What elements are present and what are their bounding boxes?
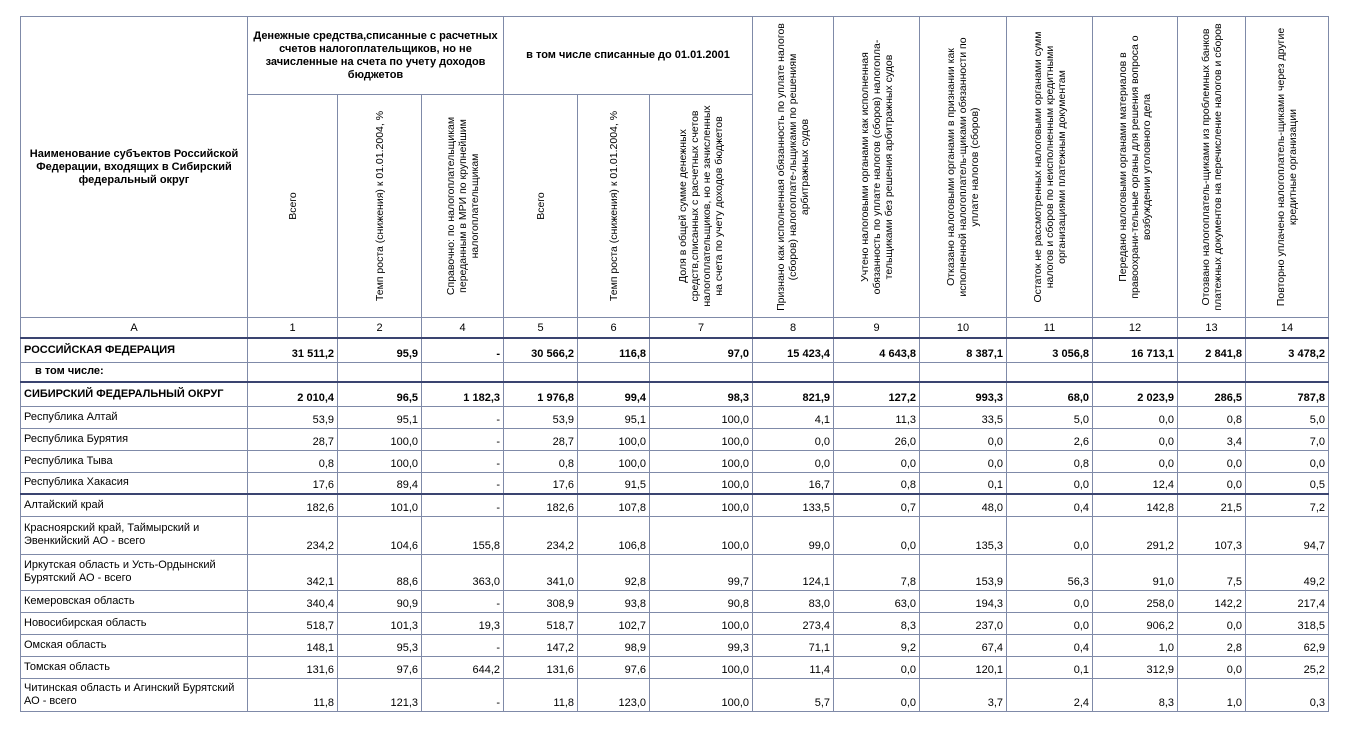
row-value-col-4: - — [422, 450, 504, 472]
row-subject-name: Томская область — [21, 656, 248, 678]
row-value-col-9: 0,8 — [834, 472, 920, 494]
row-value-col-13: 0,0 — [1178, 472, 1246, 494]
row-subject-name: Красноярский край, Таймырский и Эвенкийский АО - всего — [21, 516, 248, 554]
row-value-col-9: 0,0 — [834, 516, 920, 554]
row-value-col-11: 5,0 — [1007, 406, 1093, 428]
row-value-col-4: 363,0 — [422, 554, 504, 590]
row-value-col-10: 194,3 — [920, 590, 1007, 612]
row-value-col-5 — [504, 362, 578, 382]
row-value-col-8: 99,0 — [753, 516, 834, 554]
row-value-col-1: 234,2 — [248, 516, 338, 554]
table-row — [21, 516, 1329, 554]
col-num: 11 — [1007, 318, 1093, 339]
row-value-col-5: 28,7 — [504, 428, 578, 450]
table-row — [21, 494, 1329, 516]
row-value-col-9: 7,8 — [834, 554, 920, 590]
row-value-col-9: 4 643,8 — [834, 338, 920, 362]
row-value-col-12: 0,0 — [1093, 450, 1178, 472]
row-value-col-8 — [753, 362, 834, 382]
row-value-col-4: - — [422, 406, 504, 428]
row-value-col-5: 0,8 — [504, 450, 578, 472]
row-value-col-14: 5,0 — [1246, 406, 1329, 428]
row-value-col-14: 7,0 — [1246, 428, 1329, 450]
row-value-col-4: 1 182,3 — [422, 382, 504, 406]
row-value-col-1: 17,6 — [248, 472, 338, 494]
row-value-col-6: 123,0 — [578, 678, 650, 711]
table-row — [21, 406, 1329, 428]
row-value-col-6: 91,5 — [578, 472, 650, 494]
row-value-col-11: 0,0 — [1007, 516, 1093, 554]
col-header-9: Учтено налоговыми органами как исполненная обязанность по уплате налогов (сборов) налогопла-тельщиками без решения арбитражных судов — [834, 17, 920, 318]
row-value-col-9: 63,0 — [834, 590, 920, 612]
row-value-col-9: 8,3 — [834, 612, 920, 634]
row-value-col-14: 7,2 — [1246, 494, 1329, 516]
table-row — [21, 362, 1329, 382]
row-value-col-1: 340,4 — [248, 590, 338, 612]
row-value-col-4: - — [422, 338, 504, 362]
row-value-col-8: 0,0 — [753, 450, 834, 472]
row-value-col-2 — [338, 362, 422, 382]
row-value-col-8: 4,1 — [753, 406, 834, 428]
row-value-col-14: 217,4 — [1246, 590, 1329, 612]
table-row — [21, 678, 1329, 711]
col-header-13: Отозвано налогоплатель-щиками из проблемных банков платежных документов на перечисление налогов и сборов — [1178, 17, 1246, 318]
row-value-col-2: 95,3 — [338, 634, 422, 656]
row-value-col-10: 3,7 — [920, 678, 1007, 711]
col-header-6: Темп роста (снижения) к 01.01.2004, % — [578, 95, 650, 318]
row-value-col-2: 100,0 — [338, 450, 422, 472]
row-value-col-11: 68,0 — [1007, 382, 1093, 406]
row-value-col-6: 92,8 — [578, 554, 650, 590]
col-num: 6 — [578, 318, 650, 339]
row-value-col-13: 7,5 — [1178, 554, 1246, 590]
row-value-col-12: 12,4 — [1093, 472, 1178, 494]
row-value-col-13: 0,0 — [1178, 612, 1246, 634]
row-value-col-14: 0,0 — [1246, 450, 1329, 472]
row-value-col-4: - — [422, 472, 504, 494]
table-row — [21, 554, 1329, 590]
row-value-col-6: 102,7 — [578, 612, 650, 634]
col-num: 2 — [338, 318, 422, 339]
row-value-col-9: 127,2 — [834, 382, 920, 406]
row-subject-name: СИБИРСКИЙ ФЕДЕРАЛЬНЫЙ ОКРУГ — [21, 382, 248, 406]
row-value-col-13: 0,8 — [1178, 406, 1246, 428]
row-value-col-13: 3,4 — [1178, 428, 1246, 450]
table-row — [21, 472, 1329, 494]
row-value-col-1: 28,7 — [248, 428, 338, 450]
row-value-col-7: 99,7 — [650, 554, 753, 590]
col-header-7: Доля в общей сумме денежных средств,списанных с расчетных счетов налогоплательщиков, но не зачисленных на счета по учету доходов бюджетов — [650, 95, 753, 318]
row-value-col-2: 100,0 — [338, 428, 422, 450]
row-value-col-12: 1,0 — [1093, 634, 1178, 656]
col-header-14: Повторно уплачено налогоплатель-щиками через другие кредитные организации — [1246, 17, 1329, 318]
row-value-col-5: 147,2 — [504, 634, 578, 656]
row-value-col-12: 8,3 — [1093, 678, 1178, 711]
subject-name-header: Наименование субъектов Российской Федерации, входящих в Сибирский федеральный округ — [21, 17, 248, 318]
row-value-col-10: 120,1 — [920, 656, 1007, 678]
row-value-col-7: 90,8 — [650, 590, 753, 612]
row-value-col-1: 31 511,2 — [248, 338, 338, 362]
row-value-col-6: 95,1 — [578, 406, 650, 428]
row-value-col-7: 100,0 — [650, 656, 753, 678]
row-subject-name: Республика Тыва — [21, 450, 248, 472]
header-row-top — [21, 17, 1329, 95]
group-header-before-2001: в том числе списанные до 01.01.2001 — [504, 17, 753, 95]
row-value-col-11: 0,8 — [1007, 450, 1093, 472]
table-row — [21, 450, 1329, 472]
row-value-col-7: 97,0 — [650, 338, 753, 362]
col-header-4: Справочно: по налогоплательщикам переданным в МРИ по крупнейшим налогоплательщикам — [422, 95, 504, 318]
row-value-col-10: 135,3 — [920, 516, 1007, 554]
row-value-col-10: 0,0 — [920, 428, 1007, 450]
row-value-col-8: 821,9 — [753, 382, 834, 406]
row-value-col-11: 0,1 — [1007, 656, 1093, 678]
col-header-8: Признано как исполненная обязанность по уплате налогов (сборов) налогоплате-льщиками по решениям арбитражных судов — [753, 17, 834, 318]
row-value-col-13: 2,8 — [1178, 634, 1246, 656]
row-value-col-12: 0,0 — [1093, 406, 1178, 428]
row-value-col-7: 100,0 — [650, 450, 753, 472]
col-header-11: Остаток не рассмотренных налоговыми органами сумм налогов и сборов по неисполненным кредитными организациями платежным документам — [1007, 17, 1093, 318]
row-value-col-11: 0,0 — [1007, 472, 1093, 494]
col-header-10: Отказано налоговыми органами в признании как исполненной налогоплатель-щиками обязанности по уплате налогов (сборов) — [920, 17, 1007, 318]
row-value-col-6: 100,0 — [578, 428, 650, 450]
row-value-col-9: 0,0 — [834, 656, 920, 678]
col-header-1: Всего — [248, 95, 338, 318]
row-value-col-4: - — [422, 494, 504, 516]
row-subject-name: Республика Хакасия — [21, 472, 248, 494]
row-value-col-8: 71,1 — [753, 634, 834, 656]
row-value-col-9: 26,0 — [834, 428, 920, 450]
row-value-col-10: 237,0 — [920, 612, 1007, 634]
row-subject-name: Иркутская область и Усть-Ордынский Бурятский АО - всего — [21, 554, 248, 590]
row-value-col-10 — [920, 362, 1007, 382]
col-num: 9 — [834, 318, 920, 339]
row-value-col-12 — [1093, 362, 1178, 382]
col-num: 7 — [650, 318, 753, 339]
row-value-col-1: 518,7 — [248, 612, 338, 634]
row-value-col-10: 0,1 — [920, 472, 1007, 494]
row-value-col-2: 95,1 — [338, 406, 422, 428]
row-value-col-13 — [1178, 362, 1246, 382]
row-value-col-8: 15 423,4 — [753, 338, 834, 362]
row-value-col-2: 101,3 — [338, 612, 422, 634]
col-num: 10 — [920, 318, 1007, 339]
row-value-col-7: 100,0 — [650, 494, 753, 516]
row-value-col-7: 100,0 — [650, 406, 753, 428]
row-value-col-4: - — [422, 428, 504, 450]
row-value-col-6: 93,8 — [578, 590, 650, 612]
row-value-col-10: 33,5 — [920, 406, 1007, 428]
row-value-col-8: 16,7 — [753, 472, 834, 494]
row-value-col-1: 11,8 — [248, 678, 338, 711]
row-value-col-14: 94,7 — [1246, 516, 1329, 554]
row-value-col-5: 30 566,2 — [504, 338, 578, 362]
row-value-col-1: 148,1 — [248, 634, 338, 656]
report-table — [20, 16, 1329, 712]
row-value-col-6: 107,8 — [578, 494, 650, 516]
row-value-col-10: 8 387,1 — [920, 338, 1007, 362]
row-value-col-6: 98,9 — [578, 634, 650, 656]
row-value-col-8: 11,4 — [753, 656, 834, 678]
row-value-col-12: 142,8 — [1093, 494, 1178, 516]
row-value-col-1: 131,6 — [248, 656, 338, 678]
row-value-col-6: 97,6 — [578, 656, 650, 678]
row-value-col-9: 9,2 — [834, 634, 920, 656]
row-value-col-13: 286,5 — [1178, 382, 1246, 406]
row-value-col-8: 0,0 — [753, 428, 834, 450]
row-value-col-8: 133,5 — [753, 494, 834, 516]
row-value-col-7: 100,0 — [650, 516, 753, 554]
row-value-col-2: 96,5 — [338, 382, 422, 406]
row-subject-name: Алтайский край — [21, 494, 248, 516]
row-value-col-14: 25,2 — [1246, 656, 1329, 678]
row-subject-name: Республика Бурятия — [21, 428, 248, 450]
row-value-col-6: 99,4 — [578, 382, 650, 406]
row-value-col-14: 49,2 — [1246, 554, 1329, 590]
row-value-col-13: 21,5 — [1178, 494, 1246, 516]
row-value-col-9: 0,7 — [834, 494, 920, 516]
column-number-row — [21, 318, 1329, 339]
row-value-col-5: 131,6 — [504, 656, 578, 678]
row-value-col-7: 100,0 — [650, 678, 753, 711]
row-value-col-7: 100,0 — [650, 428, 753, 450]
row-value-col-7: 98,3 — [650, 382, 753, 406]
row-value-col-7: 99,3 — [650, 634, 753, 656]
row-value-col-14: 787,8 — [1246, 382, 1329, 406]
table-row — [21, 590, 1329, 612]
row-value-col-10: 0,0 — [920, 450, 1007, 472]
row-value-col-12: 291,2 — [1093, 516, 1178, 554]
row-value-col-10: 67,4 — [920, 634, 1007, 656]
row-value-col-11: 3 056,8 — [1007, 338, 1093, 362]
row-value-col-5: 182,6 — [504, 494, 578, 516]
row-subject-name: РОССИЙСКАЯ ФЕДЕРАЦИЯ — [21, 338, 248, 362]
row-value-col-12: 16 713,1 — [1093, 338, 1178, 362]
row-value-col-5: 11,8 — [504, 678, 578, 711]
row-value-col-13: 1,0 — [1178, 678, 1246, 711]
row-value-col-13: 2 841,8 — [1178, 338, 1246, 362]
row-value-col-11: 0,0 — [1007, 612, 1093, 634]
col-num: 14 — [1246, 318, 1329, 339]
row-value-col-1: 342,1 — [248, 554, 338, 590]
row-value-col-14 — [1246, 362, 1329, 382]
row-value-col-4: - — [422, 590, 504, 612]
row-value-col-9: 0,0 — [834, 678, 920, 711]
row-value-col-6 — [578, 362, 650, 382]
row-value-col-14: 0,5 — [1246, 472, 1329, 494]
row-value-col-11: 0,4 — [1007, 494, 1093, 516]
row-value-col-14: 62,9 — [1246, 634, 1329, 656]
row-value-col-11: 56,3 — [1007, 554, 1093, 590]
row-value-col-2: 89,4 — [338, 472, 422, 494]
row-value-col-5: 341,0 — [504, 554, 578, 590]
row-value-col-12: 312,9 — [1093, 656, 1178, 678]
row-value-col-13: 0,0 — [1178, 656, 1246, 678]
row-value-col-4: - — [422, 678, 504, 711]
table-row — [21, 634, 1329, 656]
row-value-col-2: 101,0 — [338, 494, 422, 516]
row-value-col-12: 258,0 — [1093, 590, 1178, 612]
table-row — [21, 428, 1329, 450]
row-value-col-10: 993,3 — [920, 382, 1007, 406]
row-value-col-2: 121,3 — [338, 678, 422, 711]
row-value-col-6: 116,8 — [578, 338, 650, 362]
row-value-col-2: 97,6 — [338, 656, 422, 678]
row-value-col-7 — [650, 362, 753, 382]
row-value-col-8: 273,4 — [753, 612, 834, 634]
row-value-col-1 — [248, 362, 338, 382]
row-value-col-7: 100,0 — [650, 612, 753, 634]
row-value-col-10: 153,9 — [920, 554, 1007, 590]
row-value-col-1: 0,8 — [248, 450, 338, 472]
row-value-col-10: 48,0 — [920, 494, 1007, 516]
row-value-col-5: 234,2 — [504, 516, 578, 554]
row-subject-name: Республика Алтай — [21, 406, 248, 428]
row-value-col-12: 91,0 — [1093, 554, 1178, 590]
row-value-col-9: 11,3 — [834, 406, 920, 428]
row-value-col-12: 906,2 — [1093, 612, 1178, 634]
row-value-col-6: 106,8 — [578, 516, 650, 554]
row-subject-name: Новосибирская область — [21, 612, 248, 634]
col-header-12: Передано налоговыми органами материалов в правоохрани-тельные органы для решения вопроса о возбуждении уголовного дела — [1093, 17, 1178, 318]
col-header-5: Всего — [504, 95, 578, 318]
row-value-col-14: 3 478,2 — [1246, 338, 1329, 362]
row-value-col-8: 124,1 — [753, 554, 834, 590]
col-num-a: А — [21, 318, 248, 339]
row-value-col-1: 182,6 — [248, 494, 338, 516]
row-value-col-4: - — [422, 634, 504, 656]
row-value-col-13: 107,3 — [1178, 516, 1246, 554]
row-value-col-8: 5,7 — [753, 678, 834, 711]
row-value-col-12: 0,0 — [1093, 428, 1178, 450]
row-value-col-2: 95,9 — [338, 338, 422, 362]
row-value-col-9 — [834, 362, 920, 382]
row-value-col-2: 90,9 — [338, 590, 422, 612]
row-value-col-11: 2,4 — [1007, 678, 1093, 711]
row-value-col-1: 53,9 — [248, 406, 338, 428]
row-value-col-1: 2 010,4 — [248, 382, 338, 406]
row-value-col-14: 318,5 — [1246, 612, 1329, 634]
row-value-col-14: 0,3 — [1246, 678, 1329, 711]
row-value-col-9: 0,0 — [834, 450, 920, 472]
col-num: 5 — [504, 318, 578, 339]
row-value-col-11 — [1007, 362, 1093, 382]
col-num: 4 — [422, 318, 504, 339]
row-value-col-13: 0,0 — [1178, 450, 1246, 472]
row-value-col-2: 104,6 — [338, 516, 422, 554]
col-header-2: Темп роста (снижения) к 01.01.2004, % — [338, 95, 422, 318]
row-value-col-5: 308,9 — [504, 590, 578, 612]
row-value-col-13: 142,2 — [1178, 590, 1246, 612]
row-value-col-5: 518,7 — [504, 612, 578, 634]
row-value-col-2: 88,6 — [338, 554, 422, 590]
row-value-col-4: 19,3 — [422, 612, 504, 634]
row-value-col-4 — [422, 362, 504, 382]
row-subject-name: Кемеровская область — [21, 590, 248, 612]
table-row — [21, 338, 1329, 362]
row-value-col-6: 100,0 — [578, 450, 650, 472]
row-value-col-5: 17,6 — [504, 472, 578, 494]
row-subject-name: Омская область — [21, 634, 248, 656]
row-value-col-5: 1 976,8 — [504, 382, 578, 406]
row-subject-name: в том числе: — [21, 362, 248, 382]
row-subject-name: Читинская область и Агинский Бурятский АО - всего — [21, 678, 248, 711]
row-value-col-4: 644,2 — [422, 656, 504, 678]
table-row — [21, 656, 1329, 678]
row-value-col-5: 53,9 — [504, 406, 578, 428]
row-value-col-7: 100,0 — [650, 472, 753, 494]
col-num: 12 — [1093, 318, 1178, 339]
col-num: 13 — [1178, 318, 1246, 339]
row-value-col-8: 83,0 — [753, 590, 834, 612]
row-value-col-4: 155,8 — [422, 516, 504, 554]
row-value-col-11: 0,0 — [1007, 590, 1093, 612]
col-num: 8 — [753, 318, 834, 339]
table-row — [21, 612, 1329, 634]
group-header-written-off: Денежные средства,списанные с расчетных счетов налогоплательщиков, но не зачисленные на счета по учету доходов бюджетов — [248, 17, 504, 95]
table-row — [21, 382, 1329, 406]
col-num: 1 — [248, 318, 338, 339]
row-value-col-12: 2 023,9 — [1093, 382, 1178, 406]
row-value-col-11: 0,4 — [1007, 634, 1093, 656]
row-value-col-11: 2,6 — [1007, 428, 1093, 450]
